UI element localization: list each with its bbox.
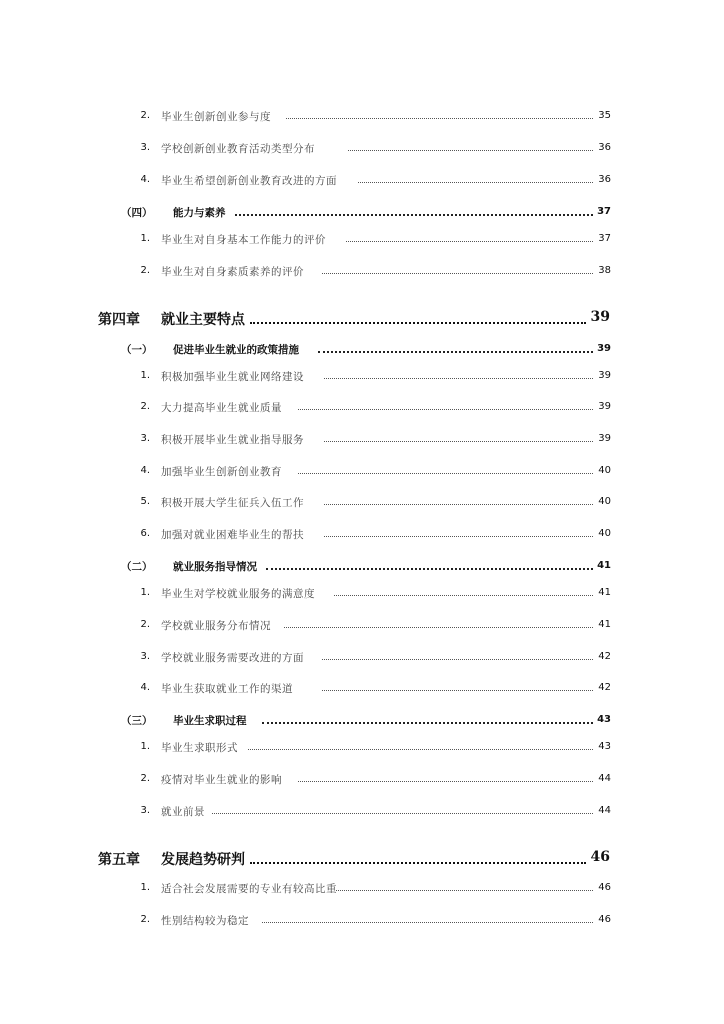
dot-leader xyxy=(358,182,593,183)
entry-title: 大力提高毕业生就业质量 xyxy=(161,402,282,414)
entry-number: 4. xyxy=(140,682,150,693)
section-number: （一） xyxy=(121,344,153,356)
toc-section[interactable] xyxy=(0,710,724,730)
toc-entry[interactable] xyxy=(0,801,724,821)
entry-title: 加强毕业生创新创业教育 xyxy=(161,466,282,478)
entry-number: 1. xyxy=(140,233,150,244)
entry-number: 2. xyxy=(140,773,150,784)
entry-page: 41 xyxy=(598,619,611,630)
entry-number: 4. xyxy=(140,465,150,476)
entry-number: 2. xyxy=(140,619,150,630)
chapter-page: 46 xyxy=(590,849,610,865)
entry-page: 38 xyxy=(598,265,611,276)
dot-leader xyxy=(324,378,593,379)
entry-title: 毕业生对自身素质素养的评价 xyxy=(161,266,304,278)
dot-leader xyxy=(286,118,593,119)
entry-page: 39 xyxy=(598,401,611,412)
toc-entry[interactable] xyxy=(0,492,724,512)
section-title: 能力与素养 xyxy=(173,207,226,219)
entry-title: 毕业生求职形式 xyxy=(161,742,238,754)
toc-entry[interactable] xyxy=(0,615,724,635)
section-number: （四） xyxy=(121,207,153,219)
entry-page: 40 xyxy=(598,496,611,507)
dot-leader xyxy=(322,659,593,660)
dot-leader xyxy=(298,781,593,782)
entry-title: 积极加强毕业生就业网络建设 xyxy=(161,371,304,383)
entry-page: 43 xyxy=(598,741,611,752)
entry-page: 42 xyxy=(598,651,611,662)
dot-leader xyxy=(235,214,593,216)
entry-page: 36 xyxy=(598,174,611,185)
toc-entry[interactable] xyxy=(0,878,724,898)
entry-title: 学校创新创业教育活动类型分布 xyxy=(161,143,315,155)
entry-title: 毕业生希望创新创业教育改进的方面 xyxy=(161,175,337,187)
section-number: （二） xyxy=(121,561,153,573)
entry-number: 5. xyxy=(140,496,150,507)
entry-page: 40 xyxy=(598,465,611,476)
entry-title: 毕业生对自身基本工作能力的评价 xyxy=(161,234,326,246)
toc-entry[interactable] xyxy=(0,429,724,449)
entry-title: 性别结构较为稳定 xyxy=(161,915,249,927)
entry-number: 4. xyxy=(140,174,150,185)
entry-number: 3. xyxy=(140,142,150,153)
chapter-title: 就业主要特点 xyxy=(161,312,245,328)
section-page: 37 xyxy=(597,206,611,217)
dot-leader xyxy=(346,241,593,242)
dot-leader xyxy=(284,627,593,628)
entry-page: 35 xyxy=(598,110,611,121)
entry-title: 毕业生获取就业工作的渠道 xyxy=(161,683,293,695)
toc-entry[interactable] xyxy=(0,524,724,544)
toc-entry[interactable] xyxy=(0,138,724,158)
dot-leader xyxy=(322,273,593,274)
entry-title: 积极开展毕业生就业指导服务 xyxy=(161,434,304,446)
dot-leader xyxy=(262,922,593,923)
dot-leader xyxy=(348,150,593,151)
toc-entry[interactable] xyxy=(0,261,724,281)
chapter-number: 第四章 xyxy=(98,312,140,328)
section-title: 毕业生求职过程 xyxy=(173,715,247,727)
entry-page: 40 xyxy=(598,528,611,539)
entry-page: 44 xyxy=(598,773,611,784)
entry-number: 3. xyxy=(140,433,150,444)
toc-chapter[interactable] xyxy=(0,846,724,872)
entry-page: 36 xyxy=(598,142,611,153)
toc-section[interactable] xyxy=(0,202,724,222)
entry-title: 就业前景 xyxy=(161,806,205,818)
entry-title: 毕业生对学校就业服务的满意度 xyxy=(161,588,315,600)
chapter-page: 39 xyxy=(590,309,610,325)
toc-entry[interactable] xyxy=(0,737,724,757)
toc-entry[interactable] xyxy=(0,106,724,126)
entry-title: 疫情对毕业生就业的影响 xyxy=(161,774,282,786)
entry-number: 1. xyxy=(140,741,150,752)
entry-page: 37 xyxy=(598,233,611,244)
toc-entry[interactable] xyxy=(0,583,724,603)
dot-leader xyxy=(322,690,593,691)
dot-leader xyxy=(334,595,593,596)
toc-entry[interactable] xyxy=(0,678,724,698)
entry-number: 3. xyxy=(140,651,150,662)
chapter-number: 第五章 xyxy=(98,852,140,868)
dot-leader xyxy=(336,890,593,891)
entry-number: 2. xyxy=(140,110,150,121)
toc-section[interactable] xyxy=(0,556,724,576)
toc-chapter[interactable] xyxy=(0,306,724,332)
toc-section[interactable] xyxy=(0,339,724,359)
dot-leader xyxy=(262,722,593,724)
entry-title: 适合社会发展需要的专业有较高比重 xyxy=(161,883,337,895)
toc-entry[interactable] xyxy=(0,461,724,481)
entry-page: 42 xyxy=(598,682,611,693)
chapter-title: 发展趋势研判 xyxy=(161,852,245,868)
section-title: 就业服务指导情况 xyxy=(173,561,257,573)
toc-entry[interactable] xyxy=(0,170,724,190)
section-title: 促进毕业生就业的政策措施 xyxy=(173,344,299,356)
dot-leader xyxy=(248,749,593,750)
toc-entry[interactable] xyxy=(0,910,724,930)
entry-number: 1. xyxy=(140,587,150,598)
entry-page: 39 xyxy=(598,433,611,444)
toc-entry[interactable] xyxy=(0,366,724,386)
entry-number: 2. xyxy=(140,265,150,276)
entry-page: 44 xyxy=(598,805,611,816)
entry-title: 加强对就业困难毕业生的帮扶 xyxy=(161,529,304,541)
entry-number: 2. xyxy=(140,914,150,925)
dot-leader xyxy=(318,351,593,353)
dot-leader xyxy=(250,322,586,324)
dot-leader xyxy=(324,536,593,537)
entry-number: 1. xyxy=(140,882,150,893)
entry-page: 46 xyxy=(598,882,611,893)
entry-page: 46 xyxy=(598,914,611,925)
dot-leader xyxy=(324,441,593,442)
section-page: 39 xyxy=(597,343,611,354)
dot-leader xyxy=(298,409,593,410)
toc-entry[interactable] xyxy=(0,647,724,667)
section-page: 43 xyxy=(597,714,611,725)
entry-title: 积极开展大学生征兵入伍工作 xyxy=(161,497,304,509)
entry-title: 学校就业服务需要改进的方面 xyxy=(161,652,304,664)
dot-leader xyxy=(250,862,586,864)
dot-leader xyxy=(266,568,593,570)
dot-leader xyxy=(298,473,593,474)
section-page: 41 xyxy=(597,560,611,571)
toc-entry[interactable] xyxy=(0,229,724,249)
entry-title: 毕业生创新创业参与度 xyxy=(161,111,271,123)
entry-number: 2. xyxy=(140,401,150,412)
section-number: （三） xyxy=(121,715,153,727)
entry-number: 6. xyxy=(140,528,150,539)
entry-title: 学校就业服务分布情况 xyxy=(161,620,271,632)
dot-leader xyxy=(212,813,593,814)
dot-leader xyxy=(324,504,593,505)
toc-entry[interactable] xyxy=(0,397,724,417)
entry-number: 3. xyxy=(140,805,150,816)
entry-page: 39 xyxy=(598,370,611,381)
entry-page: 41 xyxy=(598,587,611,598)
entry-number: 1. xyxy=(140,370,150,381)
toc-entry[interactable] xyxy=(0,769,724,789)
